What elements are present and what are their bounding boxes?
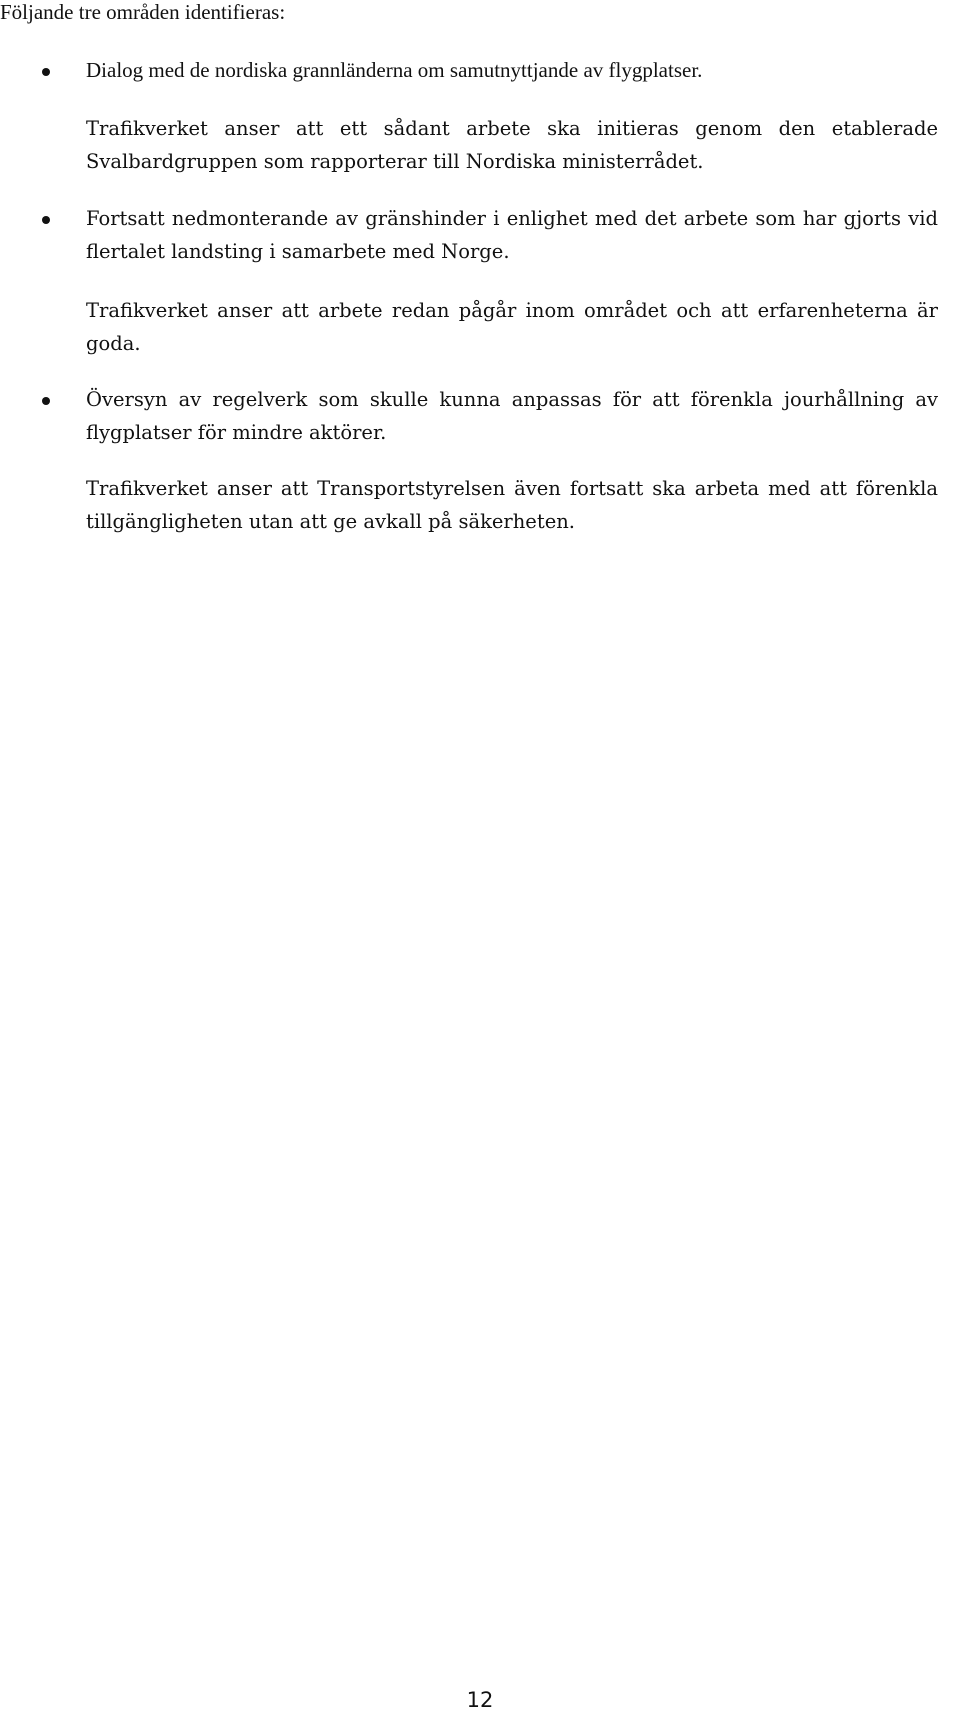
bullet-item-2-body: Trafikverket anser att arbete redan pågår inom området och att erfarenheterna är goda. [86,299,938,355]
bullet-item-1-body: Trafikverket anser att ett sådant arbete ska initieras genom den etablerade Svalbardgruppen som rapporterar till Nordiska ministerrådet. [86,117,938,173]
bullet-icon [42,397,50,405]
page-footer [0,1688,960,1712]
bullet-item-1-heading: Dialog med de nordiska grannländerna om samutnyttjande av flygplatser. [86,58,703,82]
intro-text: Följande tre områden identifieras: [0,0,286,24]
bullet-item-3-body: Trafikverket anser att Transportstyrelsen även fortsatt ska arbeta med att förenkla tillgängligheten utan att ge avkall på säkerheten. [86,477,938,533]
bullet-item-3-heading: Översyn av regelverk som skulle kunna anpassas för att förenkla jourhållning av flygplatser för mindre aktörer. [86,388,938,444]
page-number: 12 [466,1688,494,1712]
bullet-item-2-heading: Fortsatt nedmonterande av gränshinder i enlighet med det arbete som har gjorts vid flertalet landsting i samarbete med Norge. [86,207,938,263]
bullet-icon [42,216,50,224]
bullet-icon [42,68,50,76]
